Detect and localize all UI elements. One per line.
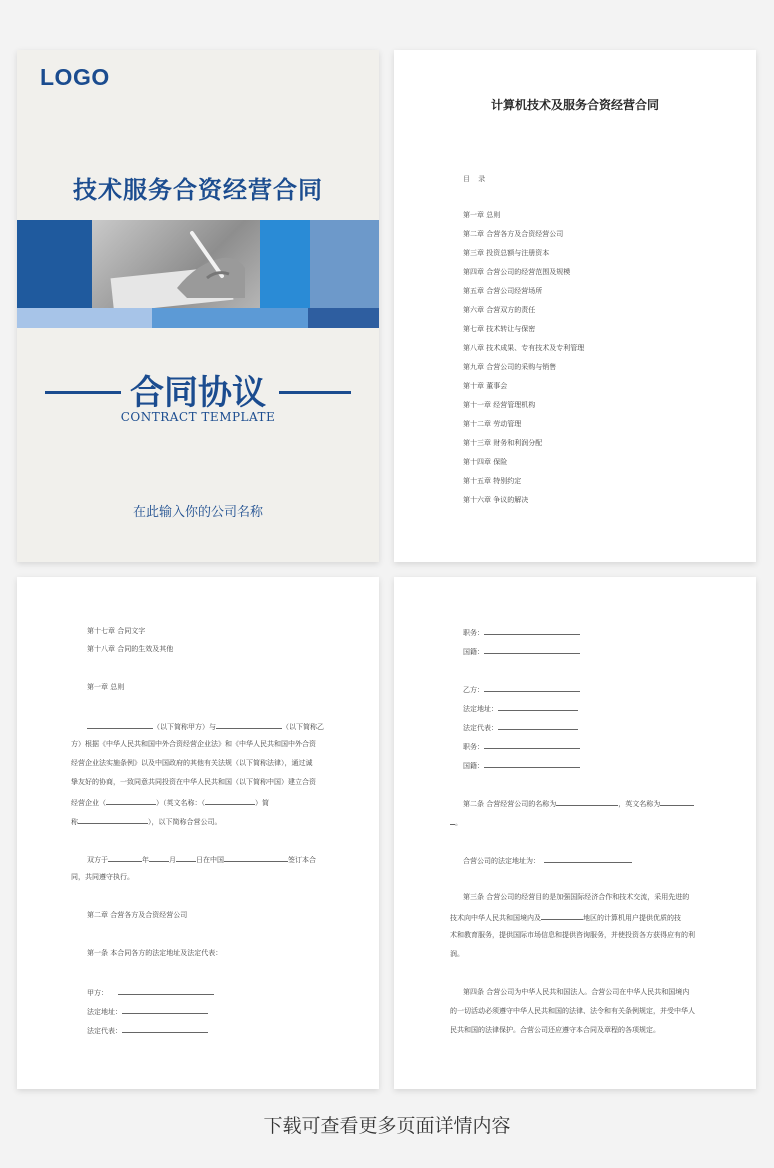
toc-item: 第十五章 特别约定 bbox=[463, 477, 522, 485]
paragraph-line: 挚友好的协商，一致同意共同投资在中华人民共和国（以下简称中国）建立合资 bbox=[71, 778, 316, 786]
cover-title: 技术服务合资经营合同 bbox=[73, 176, 323, 204]
legal-address-field: 法定地址： bbox=[87, 1006, 208, 1017]
toc-item: 第十四章 保险 bbox=[463, 458, 508, 466]
paragraph-line: 润。 bbox=[450, 950, 464, 958]
toc-list bbox=[463, 211, 584, 515]
paragraph-line: 第四条 合营公司为中华人民共和国法人。合营公司在中华人民共和国境内 bbox=[463, 988, 690, 996]
article-2-end: 。 bbox=[450, 817, 462, 828]
legal-rep-field: 法定代表： bbox=[463, 722, 578, 733]
party-b-field: 乙方： bbox=[463, 684, 580, 695]
paragraph-line: 同，共同遵守执行。 bbox=[71, 873, 134, 881]
agreement-title: 合同协议 bbox=[130, 373, 266, 413]
logo: LOGO bbox=[40, 64, 110, 90]
contract-page-4 bbox=[394, 577, 756, 1089]
toc-item: 第八章 技术成果、专有技术及专利管理 bbox=[463, 344, 585, 352]
contract-page-3 bbox=[17, 577, 379, 1089]
paragraph-line: 称 ），以下简称合营公司。 bbox=[71, 818, 222, 826]
toc-title: 计算机技术及服务合资经营合同 bbox=[490, 98, 659, 112]
party-a-field: 甲方： bbox=[87, 987, 214, 998]
toc-item: 第十二章 劳动管理 bbox=[463, 420, 522, 428]
paragraph-line: （以下简称甲方）与 （以下简称乙 bbox=[87, 721, 324, 732]
toc-item: 第七章 技术转让与保密 bbox=[463, 325, 536, 333]
toc-label: 目 录 bbox=[463, 175, 489, 183]
paragraph-line: 双方于 年 月 日在中国 签订本合 bbox=[87, 856, 316, 864]
toc-item: 第一章 总则 bbox=[463, 211, 501, 219]
toc-item: 第二章 合营各方及合资经营公司 bbox=[463, 230, 564, 238]
chapter-heading: 第一章 总则 bbox=[87, 683, 125, 691]
article-2: 第二条 合营经营公司的名称为 ，英文名称为 bbox=[463, 798, 694, 809]
agreement-heading bbox=[17, 365, 379, 411]
paragraph-line: 经营企业法实施条例》以及中国政府的其他有关法规（以下简称法律），通过诚 bbox=[71, 759, 313, 767]
paragraph-line: 的一切活动必须遵守中华人民共和国的法律、法令和有关条例规定，并受中华人 bbox=[450, 1007, 695, 1015]
legal-address-line: 合营公司的法定地址为： bbox=[463, 855, 632, 866]
toc-item: 第十三章 财务和利润分配 bbox=[463, 439, 543, 447]
toc-item: 第五章 合营公司经营场所 bbox=[463, 287, 543, 295]
nationality-field: 国籍： bbox=[463, 646, 580, 657]
toc-page bbox=[394, 50, 756, 562]
hand-writing-image bbox=[167, 228, 247, 298]
nationality-field: 国籍： bbox=[463, 760, 580, 771]
company-name-placeholder: 在此输入你的公司名称 bbox=[132, 505, 263, 520]
toc-item: 第十六章 争议的解决 bbox=[463, 496, 529, 504]
chapter-heading: 第十七章 合同文字 bbox=[87, 627, 146, 635]
position-field: 职务： bbox=[463, 741, 580, 752]
toc-item: 第六章 合营双方的责任 bbox=[463, 306, 536, 314]
paragraph-line: 第三条 合营公司的经营目的是加强国际经济合作和技术交流，采用先进的 bbox=[463, 893, 690, 901]
paragraph-line: 术和教育服务，提供国际市场信息和提供咨询服务，并使投资各方获得应有的利 bbox=[450, 931, 695, 939]
position-field: 职务： bbox=[463, 627, 580, 638]
legal-address-field: 法定地址： bbox=[463, 703, 578, 714]
contract-template-subtitle: CONTRACT TEMPLATE bbox=[120, 410, 276, 424]
chapter-heading: 第十八章 合同的生效及其他 bbox=[87, 645, 174, 653]
toc-item: 第十一章 经营管理机构 bbox=[463, 401, 536, 409]
article-heading: 第一条 本合同各方的法定地址及法定代表： bbox=[87, 949, 223, 957]
toc-item: 第十章 董事会 bbox=[463, 382, 508, 390]
paragraph-line: 民共和国的法律保护。合营公司还应遵守本合同及章程的各项规定。 bbox=[450, 1026, 660, 1034]
paragraph-line: 方）根据《中华人民共和国中外合资经营企业法》和《中华人民共和国中外合资 bbox=[71, 740, 316, 748]
cover-page bbox=[17, 50, 379, 562]
paragraph-line: 技术向中华人民共和国境内及 地区的计算机用户提供优质的技 bbox=[450, 914, 681, 922]
toc-item: 第三章 投资总额与注册资本 bbox=[463, 249, 550, 257]
chapter-heading: 第二章 合营各方及合资经营公司 bbox=[87, 911, 188, 919]
legal-rep-field: 法定代表： bbox=[87, 1025, 208, 1036]
paragraph-line: 经营企业（ ）（英文名称：（ ）简 bbox=[71, 799, 269, 807]
toc-item: 第四章 合营公司的经营范围及规模 bbox=[463, 268, 571, 276]
toc-item: 第九章 合营公司的采购与销售 bbox=[463, 363, 557, 371]
download-hint: 下载可查看更多页面详情内容 bbox=[263, 1115, 511, 1137]
cover-image-band bbox=[17, 220, 379, 328]
